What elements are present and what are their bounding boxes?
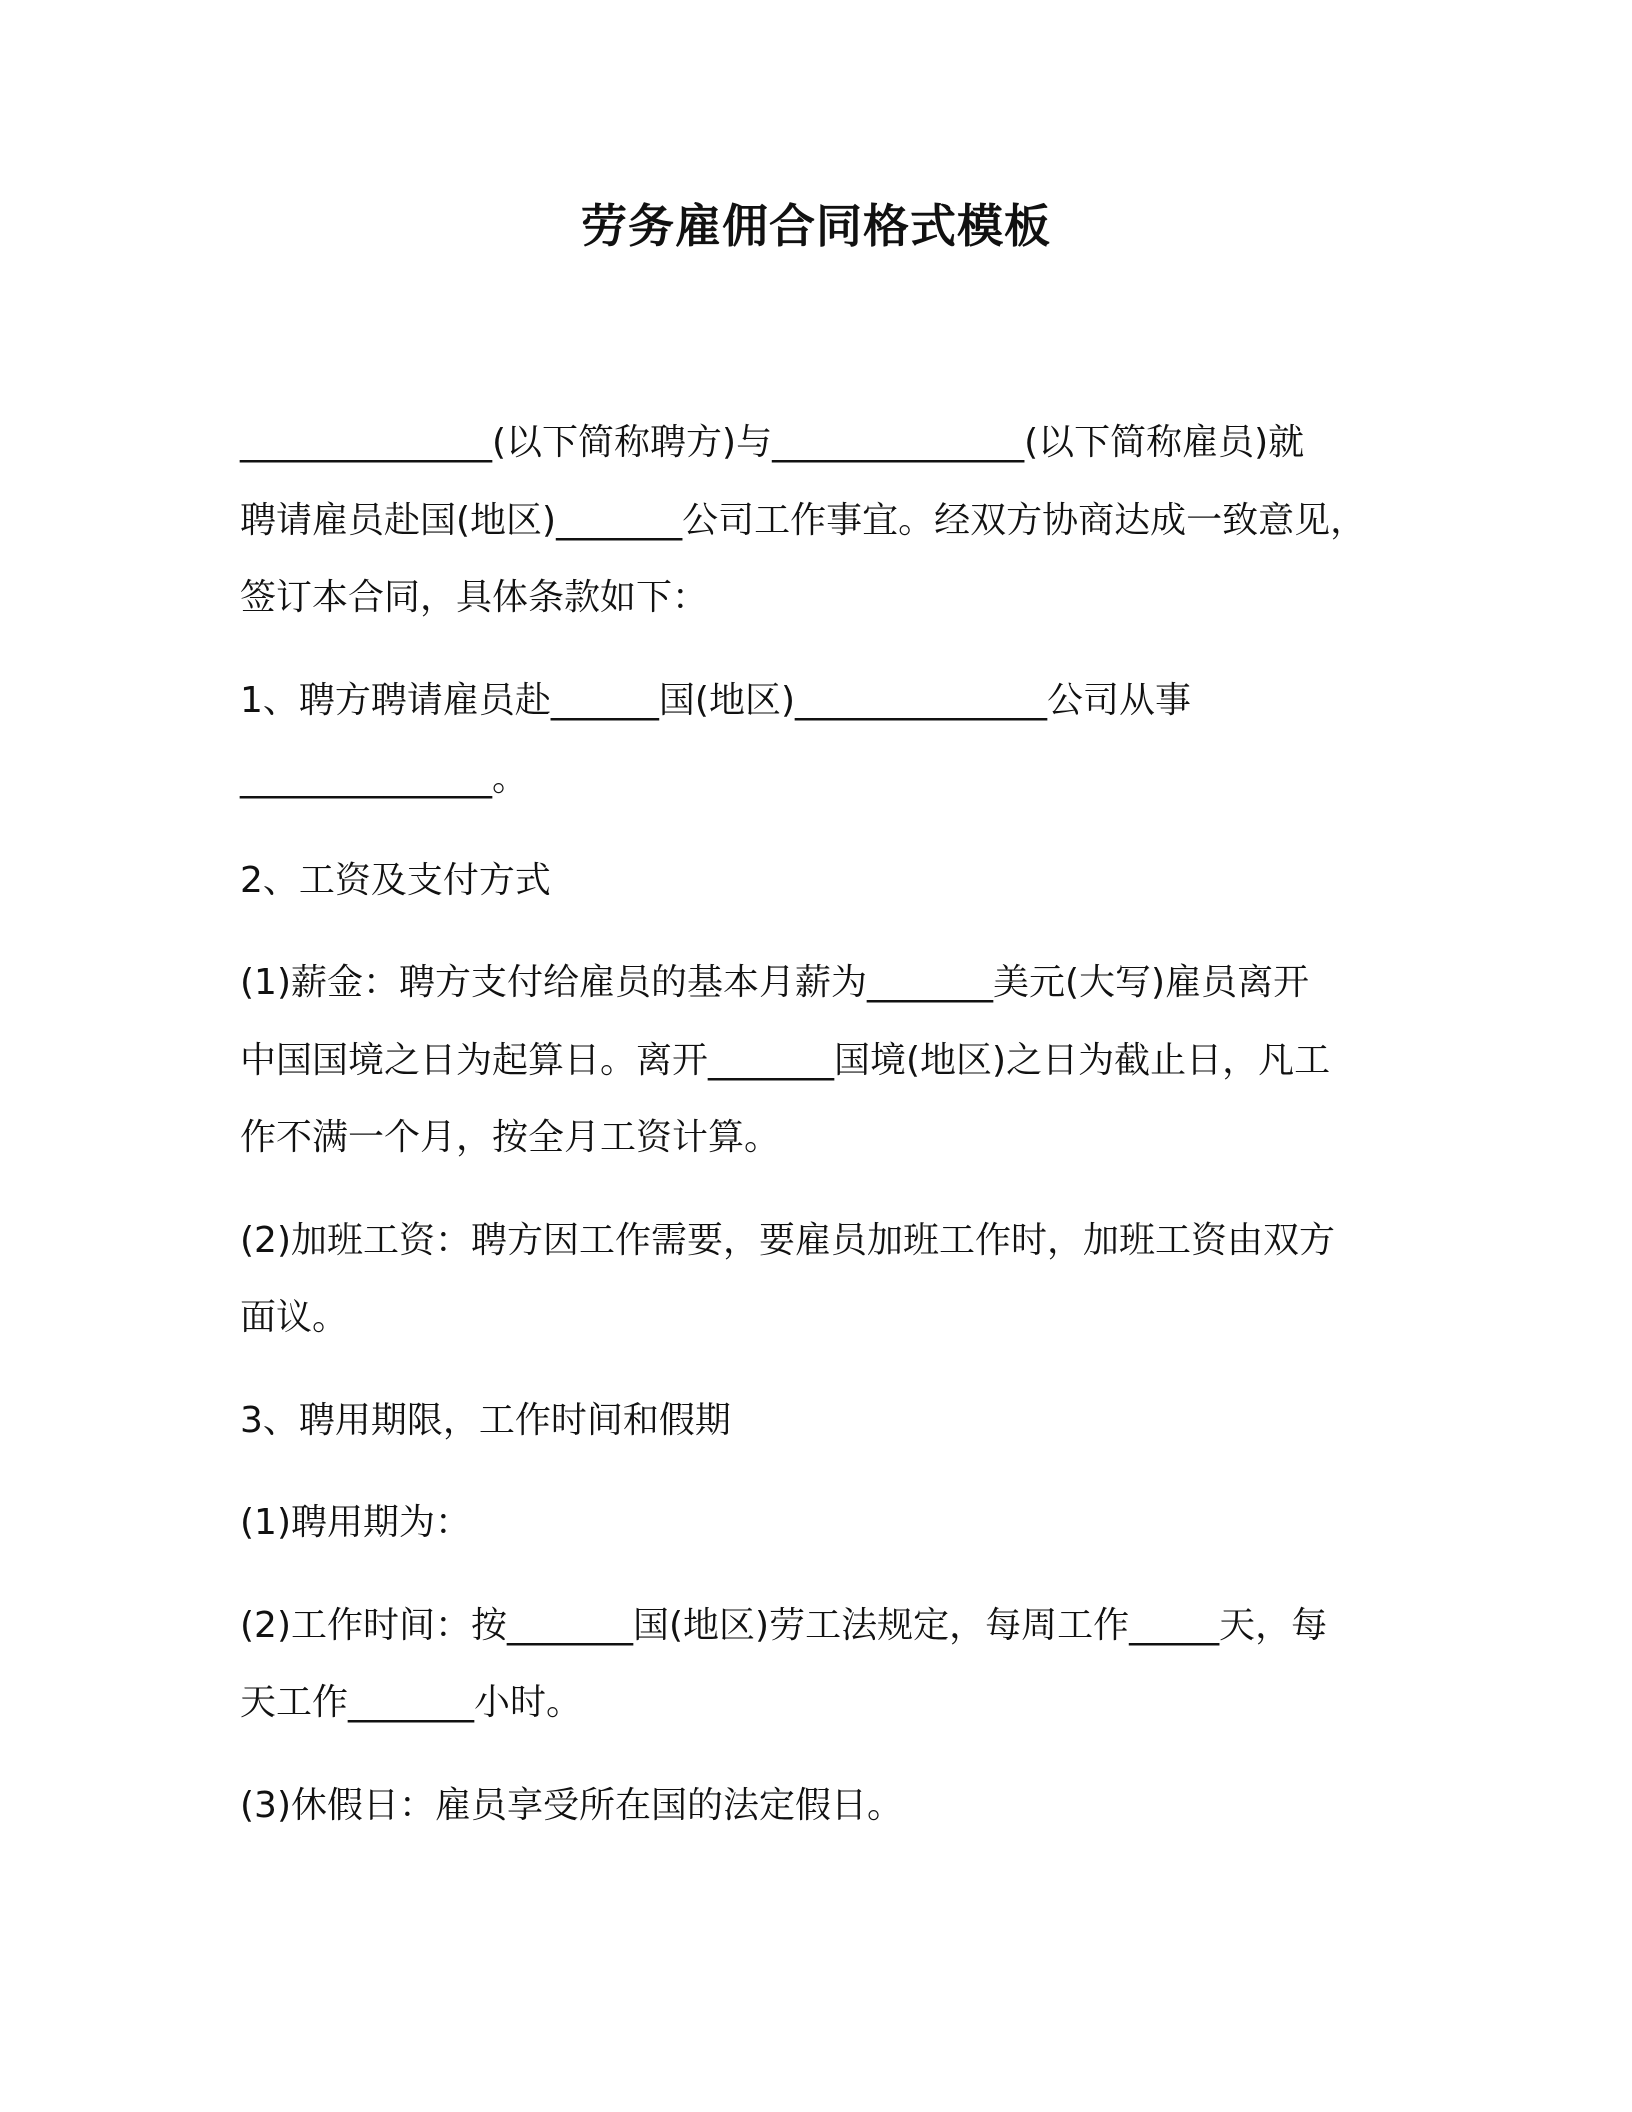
intro-line-3: 签订本合同，具体条款如下：: [240, 577, 709, 618]
clause-3-2-line-2: 天工作_______小时。: [240, 1682, 583, 1723]
clause-2-2-line-1: (2)加班工资：聘方因工作需要，要雇员加班工作时，加班工资由双方: [240, 1220, 1335, 1261]
clause-2-heading: 2、工资及支付方式: [240, 860, 551, 901]
clause-2-1-line-3: 作不满一个月，按全月工资计算。: [240, 1117, 781, 1158]
clause-1-line-1: 1、聘方聘请雇员赴______国(地区)______________公司从事: [240, 680, 1191, 721]
clause-2-1-line-2: 中国国境之日为起算日。离开_______国境(地区)之日为截止日，凡工: [240, 1040, 1331, 1081]
clause-3-heading: 3、聘用期限，工作时间和假期: [240, 1400, 731, 1441]
document-title: 劳务雇佣合同格式模板: [581, 199, 1051, 253]
clause-2-2-line-2: 面议。: [240, 1297, 349, 1338]
clause-1-line-2: ______________。: [240, 758, 528, 799]
clause-3-1-line: (1)聘用期为：: [240, 1502, 471, 1543]
clause-3-3-line: (3)休假日：雇员享受所在国的法定假日。: [240, 1785, 903, 1826]
clause-3-2-line-1: (2)工作时间：按_______国(地区)劳工法规定，每周工作_____天，每: [240, 1605, 1328, 1646]
clause-2-1-line-1: (1)薪金：聘方支付给雇员的基本月薪为_______美元(大写)雇员离开: [240, 962, 1310, 1003]
intro-line-1: ______________(以下简称聘方)与______________(以下简称雇员)就: [240, 422, 1305, 463]
intro-line-2: 聘请雇员赴国(地区)_______公司工作事宜。经双方协商达成一致意见，: [240, 500, 1367, 541]
